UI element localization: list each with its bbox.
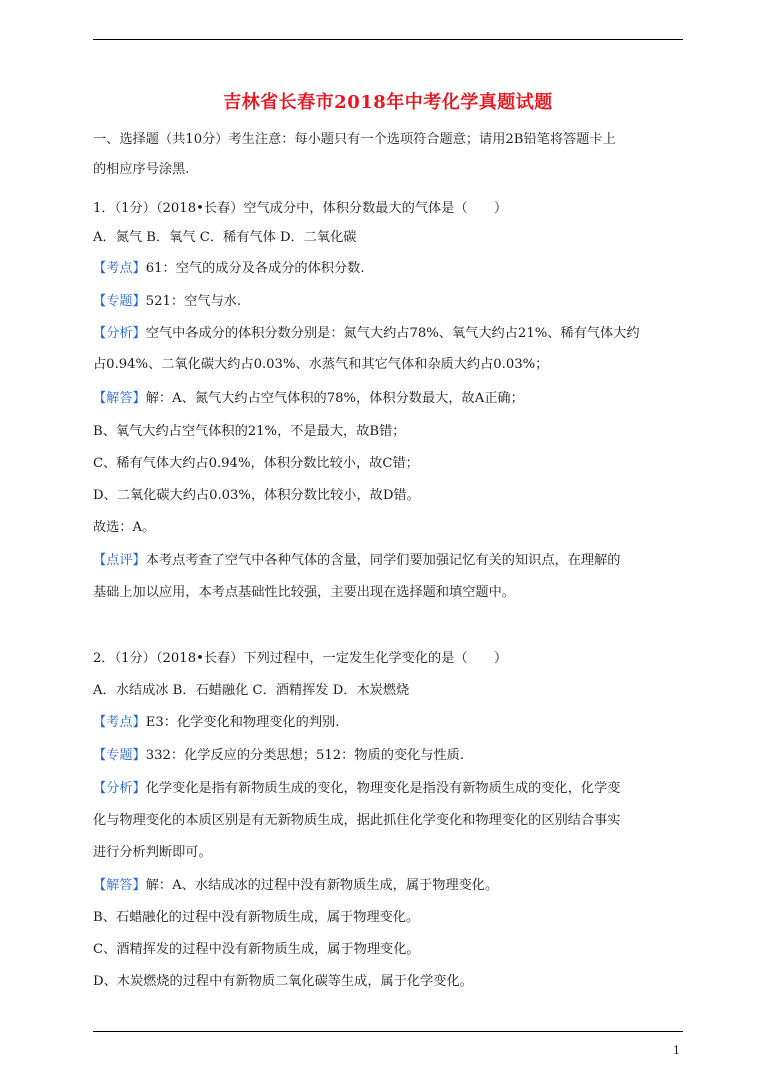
q1-zhuanti-text: 521：空气与水.	[145, 294, 242, 309]
q2-options: A．水结成冰 B．石蜡融化 C．酒精挥发 D．木炭燃烧	[93, 683, 410, 698]
q1-zhuanti	[93, 292, 685, 312]
footer-rule	[93, 1031, 683, 1032]
q1-options: A．氮气 B．氧气 C．稀有气体 D．二氧化碳	[93, 230, 357, 245]
q2-stem: 2．（1分）（2018•长春）下列过程中，一定发生化学变化的是（ ）	[93, 651, 508, 666]
q1-kaodian	[93, 259, 685, 279]
q1-jieda-line3: C、稀有气体大约占0.94%，体积分数比较小，故C错；	[93, 456, 419, 471]
q1-kaodian-tag: 【考点】	[93, 261, 146, 276]
section-heading-line2: 的相应序号涂黑.	[93, 162, 190, 177]
q1-zhuanti-tag: 【专题】	[93, 294, 146, 309]
document-title: 吉林省长春市2018年中考化学真题试题	[223, 92, 553, 113]
q2-jieda-line4: D、木炭燃烧的过程中有新物质二氧化碳等生成，属于化学变化。	[93, 974, 473, 989]
q2-kaodian	[93, 713, 685, 733]
q1-jieda-tag: 【解答】	[93, 391, 146, 406]
q1-fenxi-line1: 空气中各成分的体积分数分别是：氮气大约占78%、氧气大约占21%、稀有气体大约	[145, 326, 640, 341]
q1-kaodian-text: 61：空气的成分及各成分的体积分数.	[145, 261, 365, 276]
q2-zhuanti	[93, 746, 685, 766]
q1-dianping	[93, 551, 685, 571]
q2-kaodian-text: E3：化学变化和物理变化的判别.	[145, 715, 340, 730]
q1-fenxi	[93, 324, 685, 344]
q1-fenxi-line2: 占0.94%、二氧化碳大约占0.03%、水蒸气和其它气体和杂质大约占0.03%；	[93, 357, 549, 372]
header-rule	[93, 39, 683, 40]
q1-stem: 1．（1分）（2018•长春）空气成分中，体积分数最大的气体是（ ）	[93, 201, 508, 216]
q2-jieda-line1: 解：A、水结成冰的过程中没有新物质生成，属于物理变化。	[145, 878, 499, 893]
q2-jieda-tag: 【解答】	[93, 878, 146, 893]
q1-jieda	[93, 389, 685, 409]
q1-dianping-line1: 本考点考查了空气中各种气体的含量，同学们要加强记忆有关的知识点，在理解的	[145, 553, 621, 568]
q2-zhuanti-text: 332：化学反应的分类思想；512：物质的变化与性质.	[145, 748, 465, 763]
q1-jieda-line2: B、氧气大约占空气体积的21%，不是最大，故B错；	[93, 424, 406, 439]
q2-kaodian-tag: 【考点】	[93, 715, 146, 730]
q1-jieda-line4: D、二氧化碳大约占0.03%，体积分数比较小，故D错。	[93, 488, 420, 503]
q2-fenxi	[93, 779, 685, 799]
section-heading-line1: 一、选择题（共10分）考生注意：每小题只有一个选项符合题意；请用2B铅笔将答题卡上	[93, 132, 616, 147]
q1-fenxi-tag: 【分析】	[93, 326, 146, 341]
page-number: 1	[673, 1044, 680, 1057]
q2-fenxi-tag: 【分析】	[93, 781, 146, 796]
q2-jieda-line2: B、石蜡融化的过程中没有新物质生成，属于物理变化。	[93, 910, 420, 925]
q2-fenxi-line3: 进行分析判断即可。	[93, 845, 212, 860]
q2-jieda-line3: C、酒精挥发的过程中没有新物质生成，属于物理变化。	[93, 942, 420, 957]
q1-jieda-line5: 故选：A。	[93, 520, 156, 535]
q2-jieda	[93, 876, 685, 896]
q1-dianping-line2: 基础上加以应用，本考点基础性比较强，主要出现在选择题和填空题中。	[93, 585, 515, 600]
q1-dianping-tag: 【点评】	[93, 553, 146, 568]
q2-fenxi-line1: 化学变化是指有新物质生成的变化，物理变化是指没有新物质生成的变化，化学变	[145, 781, 621, 796]
q2-zhuanti-tag: 【专题】	[93, 748, 146, 763]
q2-fenxi-line2: 化与物理变化的本质区别是有无新物质生成，据此抓住化学变化和物理变化的区别结合事实	[93, 813, 621, 828]
q1-jieda-line1: 解：A、氮气大约占空气体积的78%，体积分数最大，故A正确；	[145, 391, 524, 406]
